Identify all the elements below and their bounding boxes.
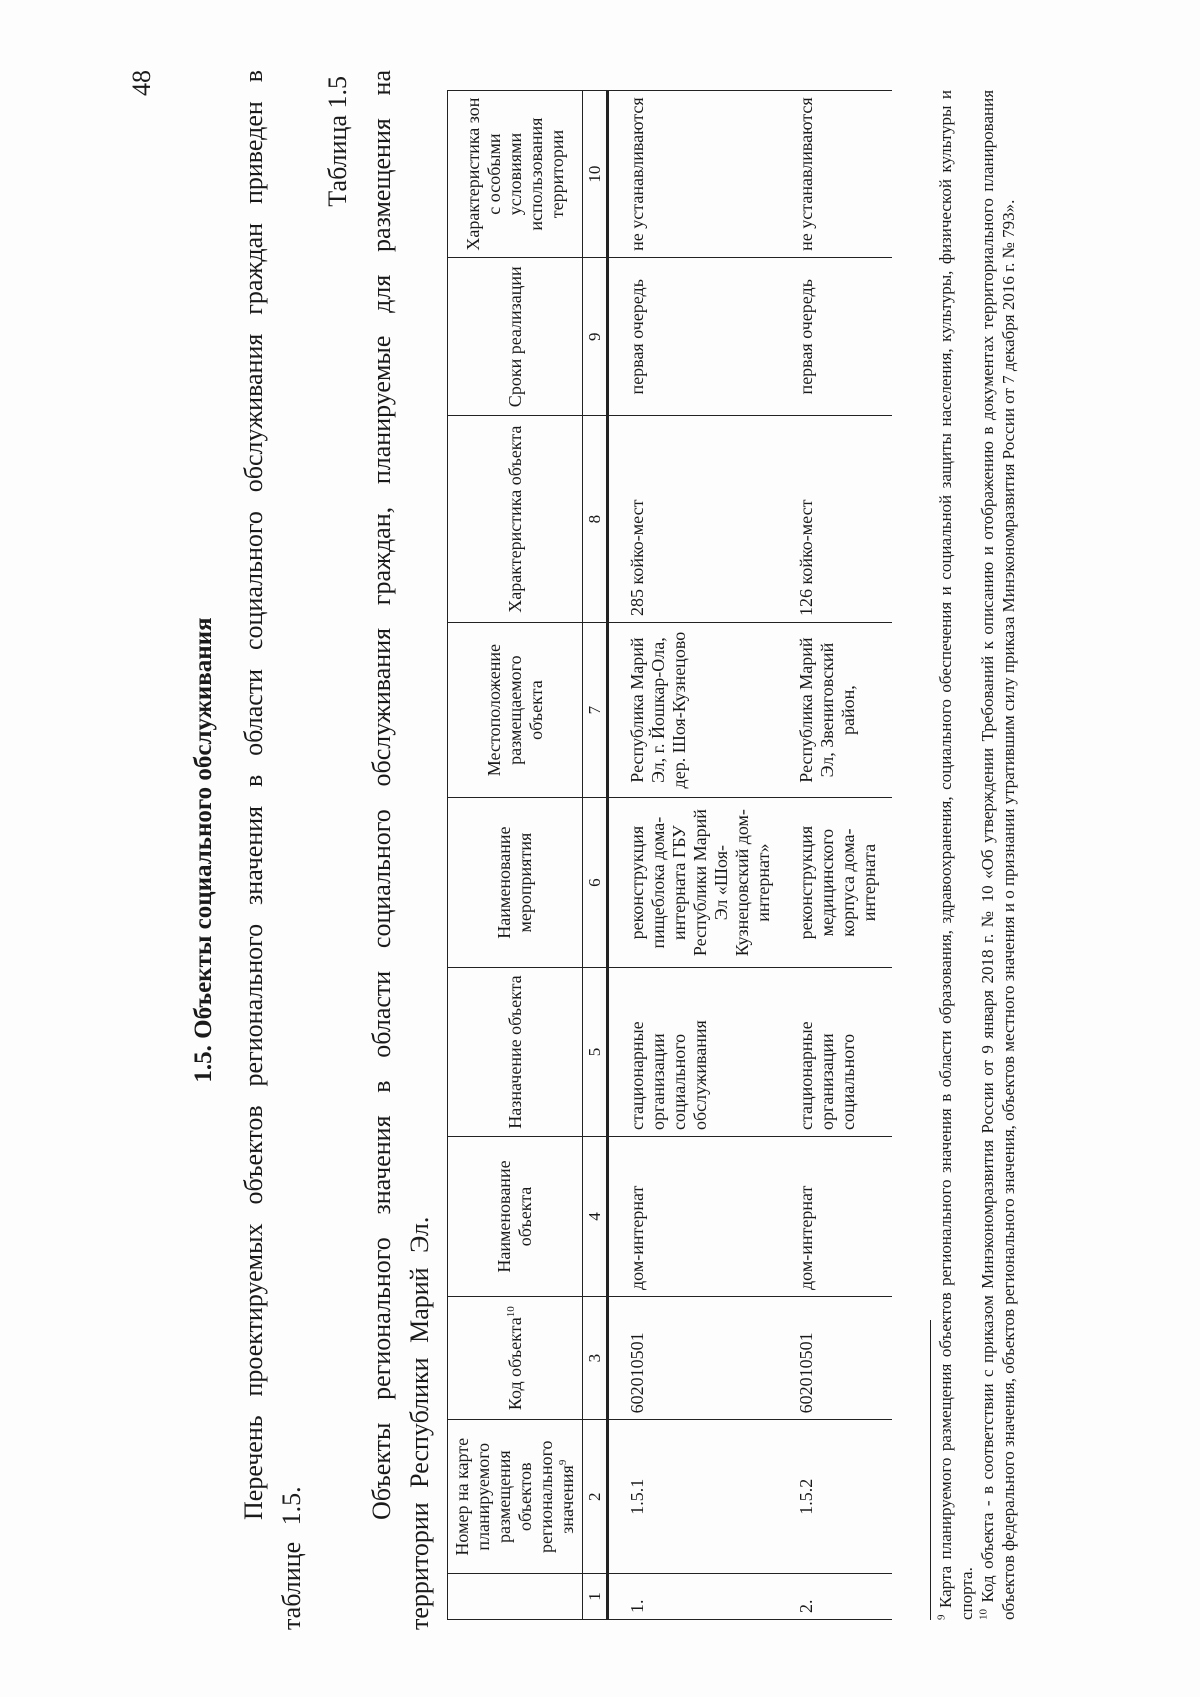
row-purpose: стационарные организации социального xyxy=(778,968,892,1137)
table-title-paragraph: Объекты регионального значения в области социального обслуживания граждан, планируемые для размещения на территории Республики Марий Эл. xyxy=(367,70,434,1630)
column-number: 2 xyxy=(583,1420,608,1574)
row-term: первая очередь xyxy=(608,258,779,416)
column-number: 1 xyxy=(583,1574,608,1620)
row-name: дом-интернат xyxy=(608,1137,779,1297)
row-map-number: 1.5.2 xyxy=(778,1420,892,1574)
footnote-ref-9: 9 xyxy=(557,1459,569,1466)
column-number: 10 xyxy=(583,91,608,258)
column-number: 5 xyxy=(583,968,608,1137)
row-term: первая очередь xyxy=(778,258,892,416)
header-cell-location: Местоположение размещаемого объекта xyxy=(448,623,583,798)
intro-paragraph: Перечень проектируемых объектов регионального значения в области социального обслуживания граждан приведен в таблице 1.5. xyxy=(239,70,306,1630)
column-number: 7 xyxy=(583,623,608,798)
table-header-row xyxy=(448,91,583,1620)
column-number: 4 xyxy=(583,1137,608,1297)
section-heading: 1.5. Объекты социального обслуживания xyxy=(190,617,217,1083)
table-caption: Таблица 1.5 xyxy=(323,76,352,207)
header-cell-name: Наименование объекта xyxy=(448,1137,583,1297)
footnote-10: $^{10}$ Код объекта - в соответствии с приказом Минэкономразвития России от 9 января 2018 г. № 10 «Об утверждении Требований к описанию и отображению в документах территориального планирования объектов федерального значения, объектов регионального значения, объектов местного значения и о признании утратившим силу приказа Минэкономразвития России от 7 декабря 2016 г. № 793». xyxy=(977,89,1018,1620)
column-number: 9 xyxy=(583,258,608,416)
row-measure: реконструкция медицинского корпуса дома-интерната xyxy=(778,798,892,968)
header-cell-1 xyxy=(448,1574,583,1620)
page-number: 48 xyxy=(127,70,156,96)
row-index: 2. xyxy=(778,1574,892,1620)
column-number: 3 xyxy=(583,1296,608,1419)
objects-table xyxy=(447,90,892,1620)
row-zones: не устанавливаются xyxy=(608,91,779,258)
table-row xyxy=(778,91,892,1620)
footnote-separator xyxy=(930,1320,931,1620)
row-characteristic: 285 койко-мест xyxy=(608,416,779,623)
row-location: Республика Марий Эл, г. Йошкар-Ола, дер. Шоя-Кузнецово xyxy=(608,623,779,798)
column-number-row xyxy=(583,91,608,1620)
header-cell-code: Код объекта$^{10}$ xyxy=(448,1296,583,1419)
row-purpose: стационарные организации социального обслуживания xyxy=(608,968,779,1137)
row-location: Республика Марий Эл, Звениговский район, xyxy=(778,623,892,798)
rotated-page-content xyxy=(127,70,1085,1630)
header-cell-characteristic: Характеристика объекта xyxy=(448,416,583,623)
header-cell-purpose: Назначение объекта xyxy=(448,968,583,1137)
header-cell-term: Сроки реализации xyxy=(448,258,583,416)
row-index: 1. xyxy=(608,1574,779,1620)
row-name: дом-интернат xyxy=(778,1137,892,1297)
header-cell-zones: Характеристика зон с особыми условиями использования территории xyxy=(448,91,583,258)
footnote-ref-10: 10 xyxy=(504,1306,517,1318)
footnote-9: $^9$ Карта планируемого размещения объектов регионального значения в области образования, здравоохранения, социального обеспечения и социальной защиты населения, культуры, физической культуры и спорта. xyxy=(935,89,976,1620)
header-cell-measure: Наименование мероприятия xyxy=(448,798,583,968)
column-number: 6 xyxy=(583,798,608,968)
footnotes xyxy=(935,90,1019,1620)
column-number: 8 xyxy=(583,416,608,623)
row-code: 602010501 xyxy=(778,1296,892,1419)
row-characteristic: 126 койко-мест xyxy=(778,416,892,623)
row-code: 602010501 xyxy=(608,1296,779,1419)
table-row xyxy=(608,91,779,1620)
row-map-number: 1.5.1 xyxy=(608,1420,779,1574)
header-cell-map-number: Номер на карте планируемого размещения объектов регионального значения$^9$ xyxy=(448,1420,583,1574)
row-measure: реконструкция пищеблока дома-интерната ГБУ Республики Марий Эл «Шоя-Кузнецовский дом-интернат» xyxy=(608,798,779,968)
row-zones: не устанавливаются xyxy=(778,91,892,258)
